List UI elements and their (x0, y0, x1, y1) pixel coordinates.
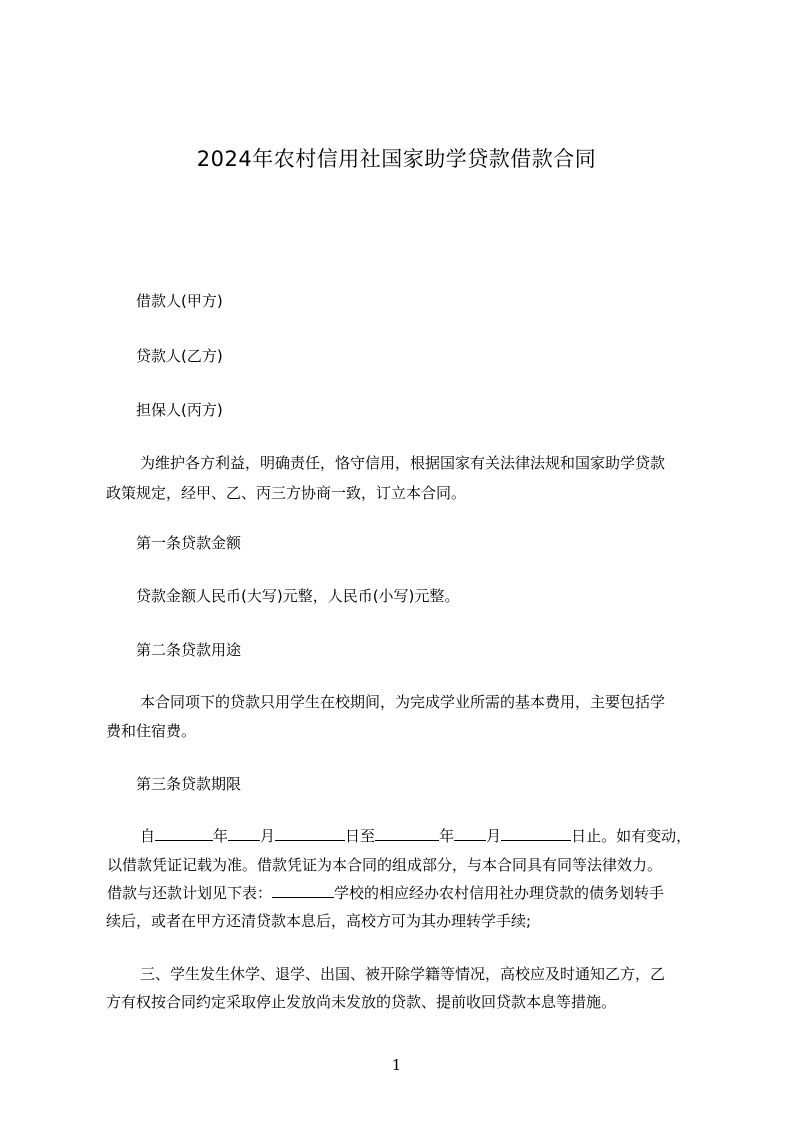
date-year-label: 年 (213, 827, 229, 845)
date-end-label: 日止。如有变动， (571, 827, 692, 845)
party-borrower: 借款人(甲方) (136, 292, 223, 310)
date-from-label: 自 (140, 827, 156, 845)
article-3-date-line (140, 825, 691, 846)
clause-3-line-2: 方有权按合同约定采取停止发放尚未发放的贷款、提前收回贷款本息等措施。 (106, 993, 617, 1011)
page-number: 1 (391, 1056, 402, 1074)
repayment-plan-label: 借款与还款计划见下表： (107, 884, 273, 902)
date-month-label-2: 月 (486, 827, 502, 845)
party-lender: 贷款人(乙方) (136, 347, 223, 365)
article-1-body: 贷款金额人民币(大写)元整，人民币(小写)元整。 (136, 587, 460, 605)
article-3-line-2: 以借款凭证记载为准。借款凭证为本合同的组成部分，与本合同具有同等法律效力。 (107, 856, 663, 874)
article-3-heading: 第三条贷款期限 (136, 775, 242, 793)
article-2-heading: 第二条贷款用途 (136, 641, 242, 659)
date-month-label: 月 (260, 827, 276, 845)
start-day-blank (275, 826, 345, 841)
article-2-body-line-2: 费和住宿费。 (106, 722, 197, 740)
article-2-body-line-1: 本合同项下的贷款只用学生在校期间，为完成学业所需的基本费用，主要包括学 (140, 693, 666, 711)
document-title: 2024年农村信用社国家助学贷款借款合同 (196, 147, 597, 171)
repayment-plan-text: 学校的相应经办农村信用社办理贷款的债务划转手 (334, 884, 665, 902)
end-month-blank (454, 826, 486, 841)
date-to-label: 日至 (345, 827, 376, 845)
article-3-line-4: 续后，或者在甲方还清贷款本息后，高校方可为其办理转学手续; (106, 912, 532, 930)
start-year-blank (155, 826, 213, 841)
school-name-blank (272, 883, 334, 898)
clause-3-line-1: 三、学生发生休学、退学、出国、被开除学籍等情况，高校应及时通知乙方，乙 (140, 965, 666, 983)
end-day-blank (501, 826, 571, 841)
article-3-line-3 (107, 882, 664, 903)
date-year-label-2: 年 (439, 827, 455, 845)
end-year-blank (375, 826, 439, 841)
party-guarantor: 担保人(丙方) (136, 401, 223, 419)
preamble-line-1: 为维护各方利益，明确责任，恪守信用，根据国家有关法律法规和国家助学贷款 (140, 454, 666, 472)
preamble-line-2: 政策规定，经甲、乙、丙三方协商一致，订立本合同。 (106, 484, 467, 502)
article-1-heading: 第一条贷款金额 (136, 534, 242, 552)
start-month-blank (228, 826, 260, 841)
